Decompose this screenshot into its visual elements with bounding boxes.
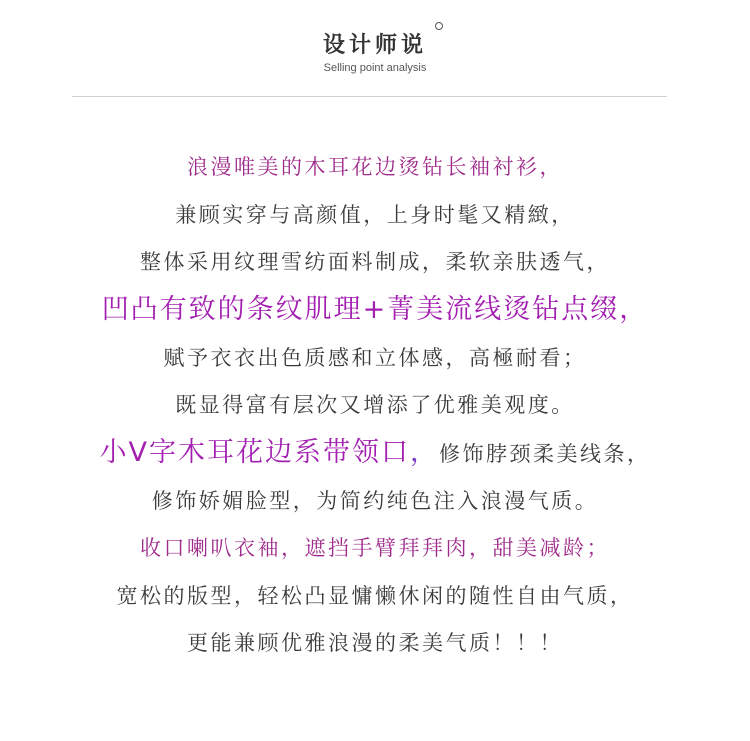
text-line: 既显得富有层次又增添了优雅美观度。 [175,393,575,417]
text-line: 修饰娇媚脸型，为简约纯色注入浪漫气质。 [151,488,599,513]
header [0,28,750,59]
divider [72,96,667,97]
text-line: 兼顾实穿与高颜值，上身时髦又精緻， [175,202,575,227]
text-line: 更能兼顾优雅浪漫的柔美气质！！！ [187,631,563,655]
text-line: 宽松的版型，轻松凸显慵懒休闲的随性自由气质， [116,583,634,608]
text-line-highlight: 凹凸有致的条纹肌理+菁美流线烫钻点缀， [101,293,649,325]
text-line: 收口喇叭衣袖，遮挡手臂拜拜肉，甜美减龄； [140,536,610,560]
text-line: 整体采用纹理雪纺面料制成，柔软亲肤透气， [140,250,610,274]
text-line-highlight-mixed [0,433,750,481]
highlight-comma: ， [409,436,439,468]
text-line: 浪漫唯美的木耳花边烫钻长袖衬衫， [187,155,563,179]
page-subtitle: Selling point analysis [323,62,427,74]
line-rest-text: 修饰脖颈柔美线条， [438,441,651,466]
page-title [323,28,427,59]
highlight-phrase: 小V字木耳花边系带领口 [99,436,410,468]
text-line: 赋予衣衣出色质感和立体感，高極耐看； [163,345,587,370]
description-text-block [0,147,750,671]
page-title-text: 设计师说 [322,33,427,58]
circle-dot-icon [435,22,443,30]
